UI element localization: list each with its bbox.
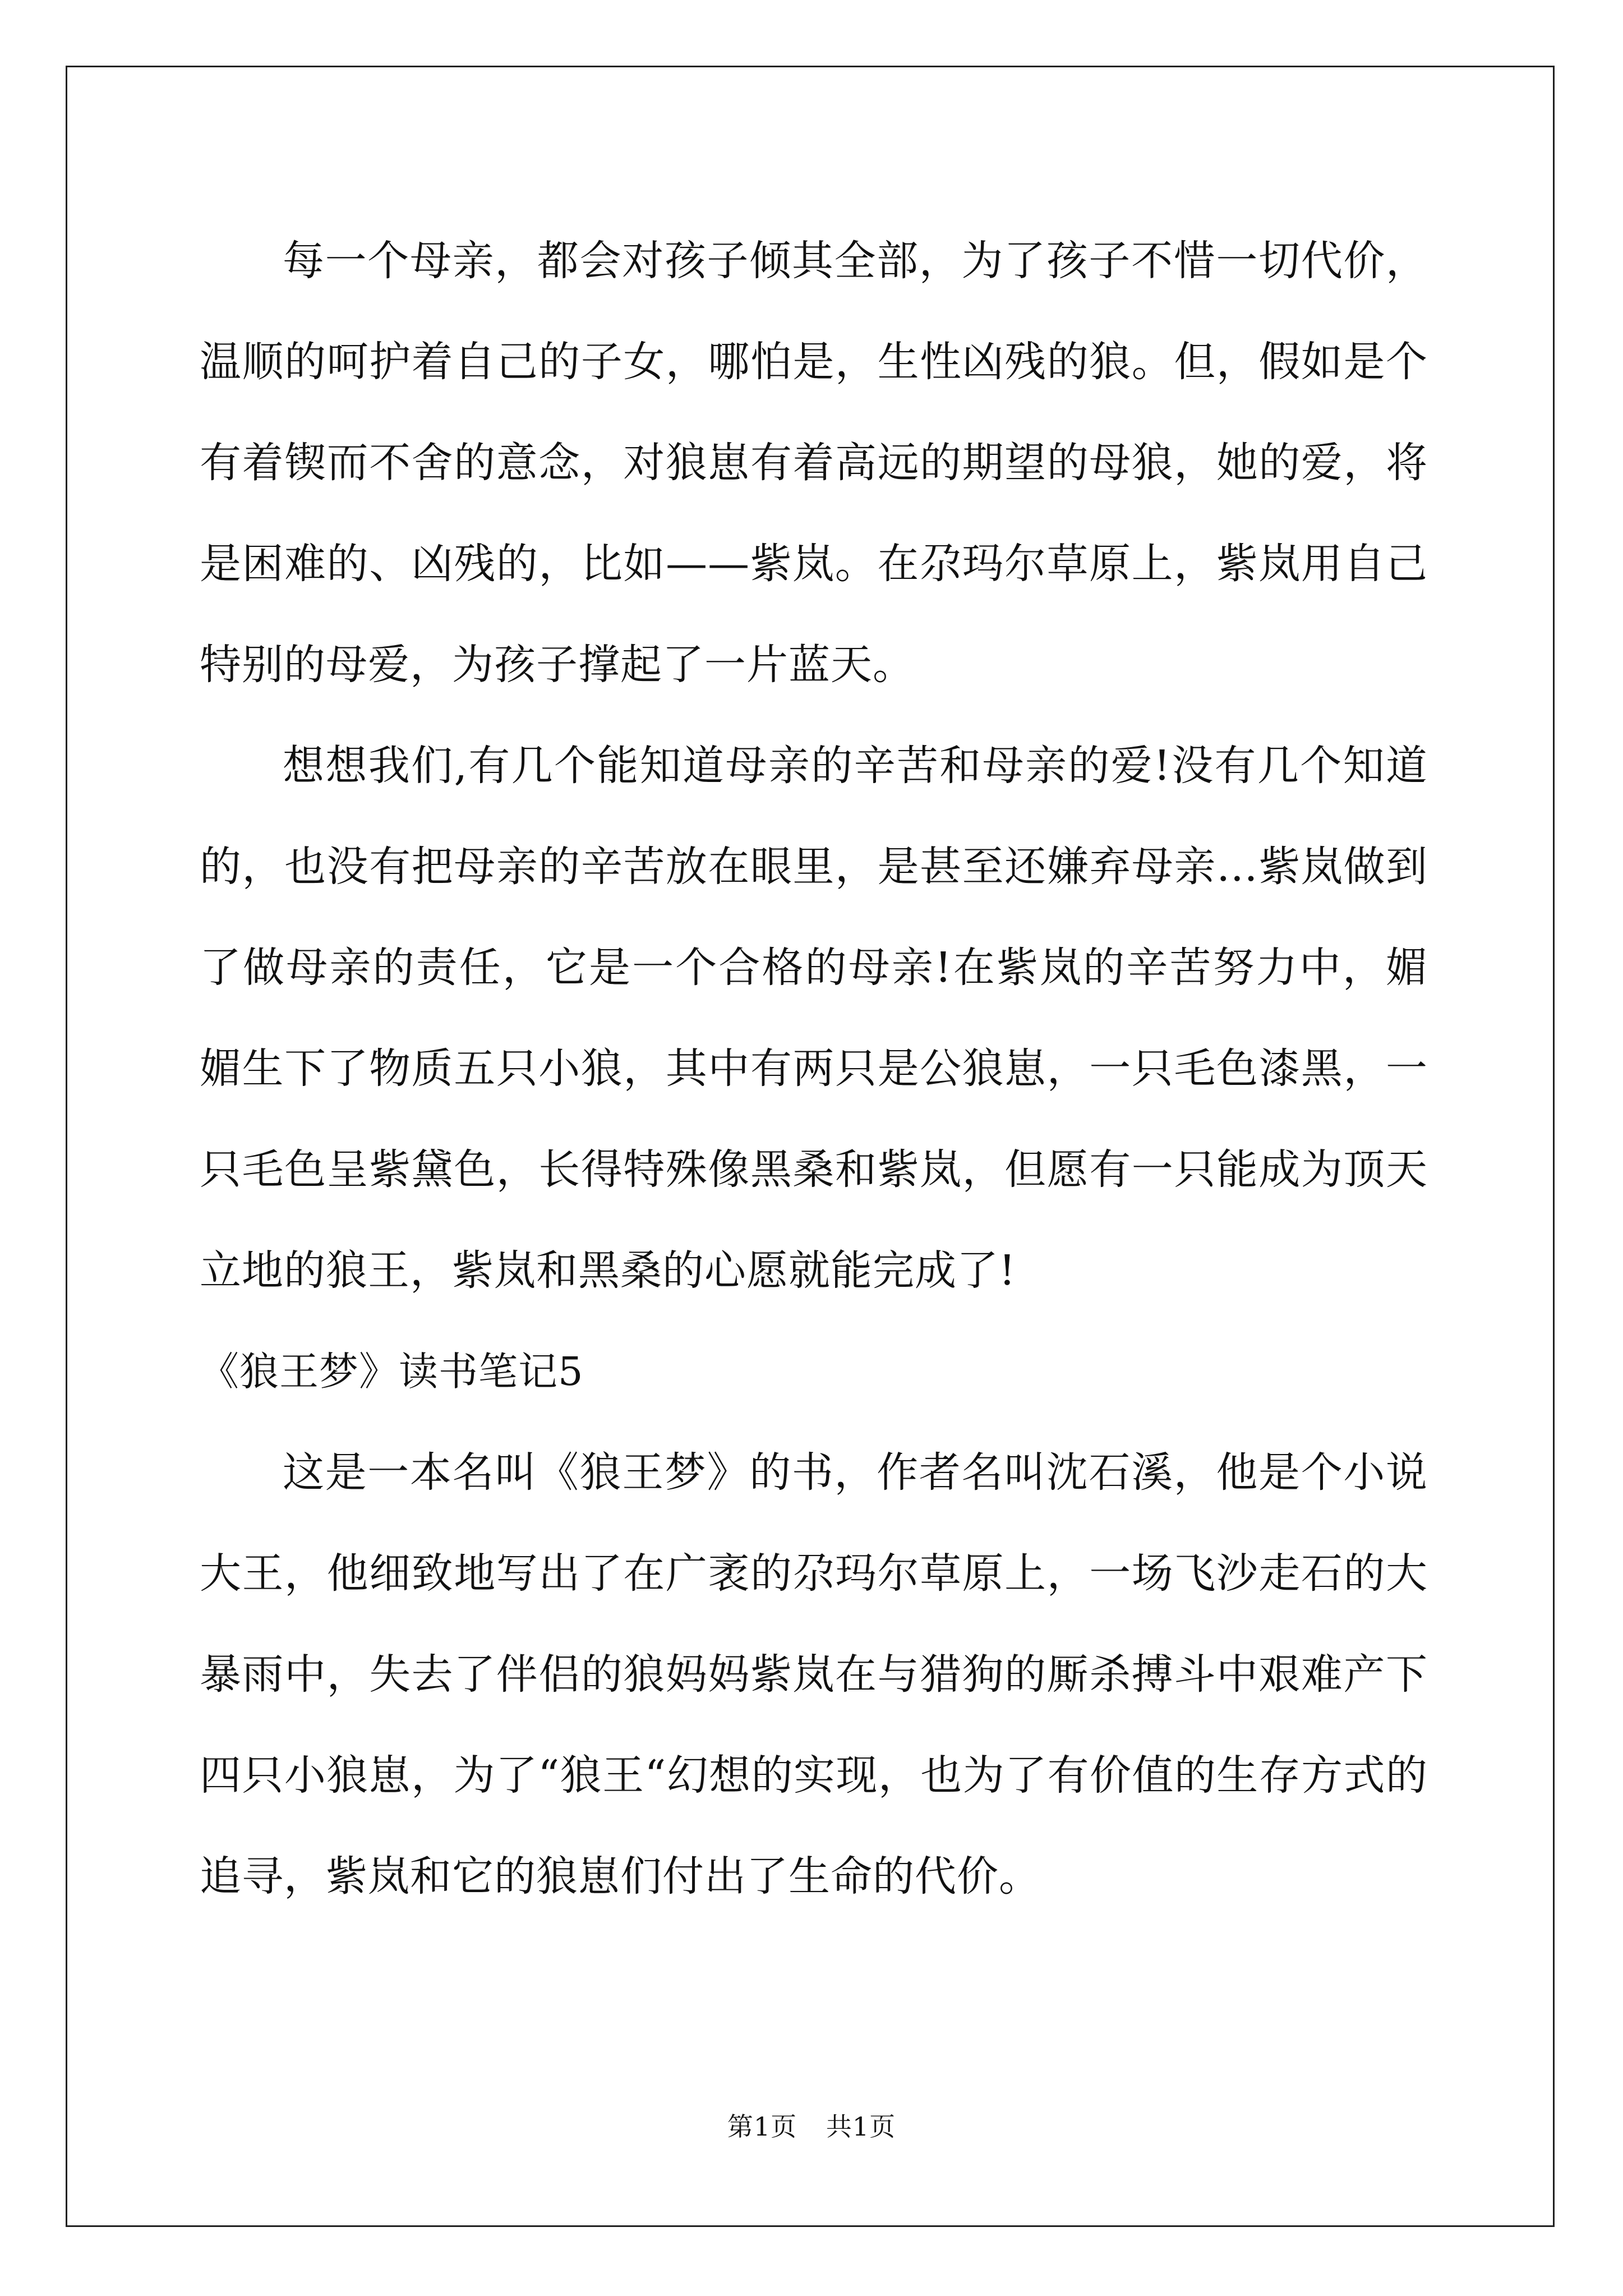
page-number: 第1页 [727, 2111, 797, 2142]
document-body [200, 210, 1428, 1927]
paragraph: 这是一本名叫《狼王梦》的书，作者名叫沈石溪，他是个小说大王，他细致地写出了在广袤的尕玛尔草原上，一场飞沙走石的大暴雨中，失去了伴侣的狼妈妈紫岚在与猎狗的厮杀搏斗中艰难产下四只小狼崽，为了“狼王“幻想的实现，也为了有价值的生存方式的追寻，紫岚和它的狼崽们付出了生命的代价。 [200, 1448, 1428, 1901]
paragraph: 想想我们,有几个能知道母亲的辛苦和母亲的爱!没有几个知道的，也没有把母亲的辛苦放在眼里，是甚至还嫌弃母亲…紫岚做到了做母亲的责任，它是一个合格的母亲!在紫岚的辛苦努力中，媚媚生下了物质五只小狼，其中有两只是公狼崽，一只毛色漆黑，一只毛色呈紫黛色，长得特殊像黑桑和紫岚，但愿有一只能成为顶天立地的狼王，紫岚和黑桑的心愿就能完成了! [200, 742, 1428, 1295]
paragraph: 每一个母亲，都会对孩子倾其全部，为了孩子不惜一切代价，温顺的呵护着自己的子女，哪怕是，生性凶残的狼。但，假如是个有着锲而不舍的意念，对狼崽有着高远的期望的母狼，她的爱，将是困难的、凶残的，比如——紫岚。在尕玛尔草原上，紫岚用自己特别的母爱，为孩子撑起了一片蓝天。 [200, 237, 1428, 689]
section-title: 《狼王梦》读书笔记5 [200, 1349, 584, 1395]
page-total: 共1页 [826, 2111, 896, 2142]
page-footer [0, 2106, 1623, 2143]
